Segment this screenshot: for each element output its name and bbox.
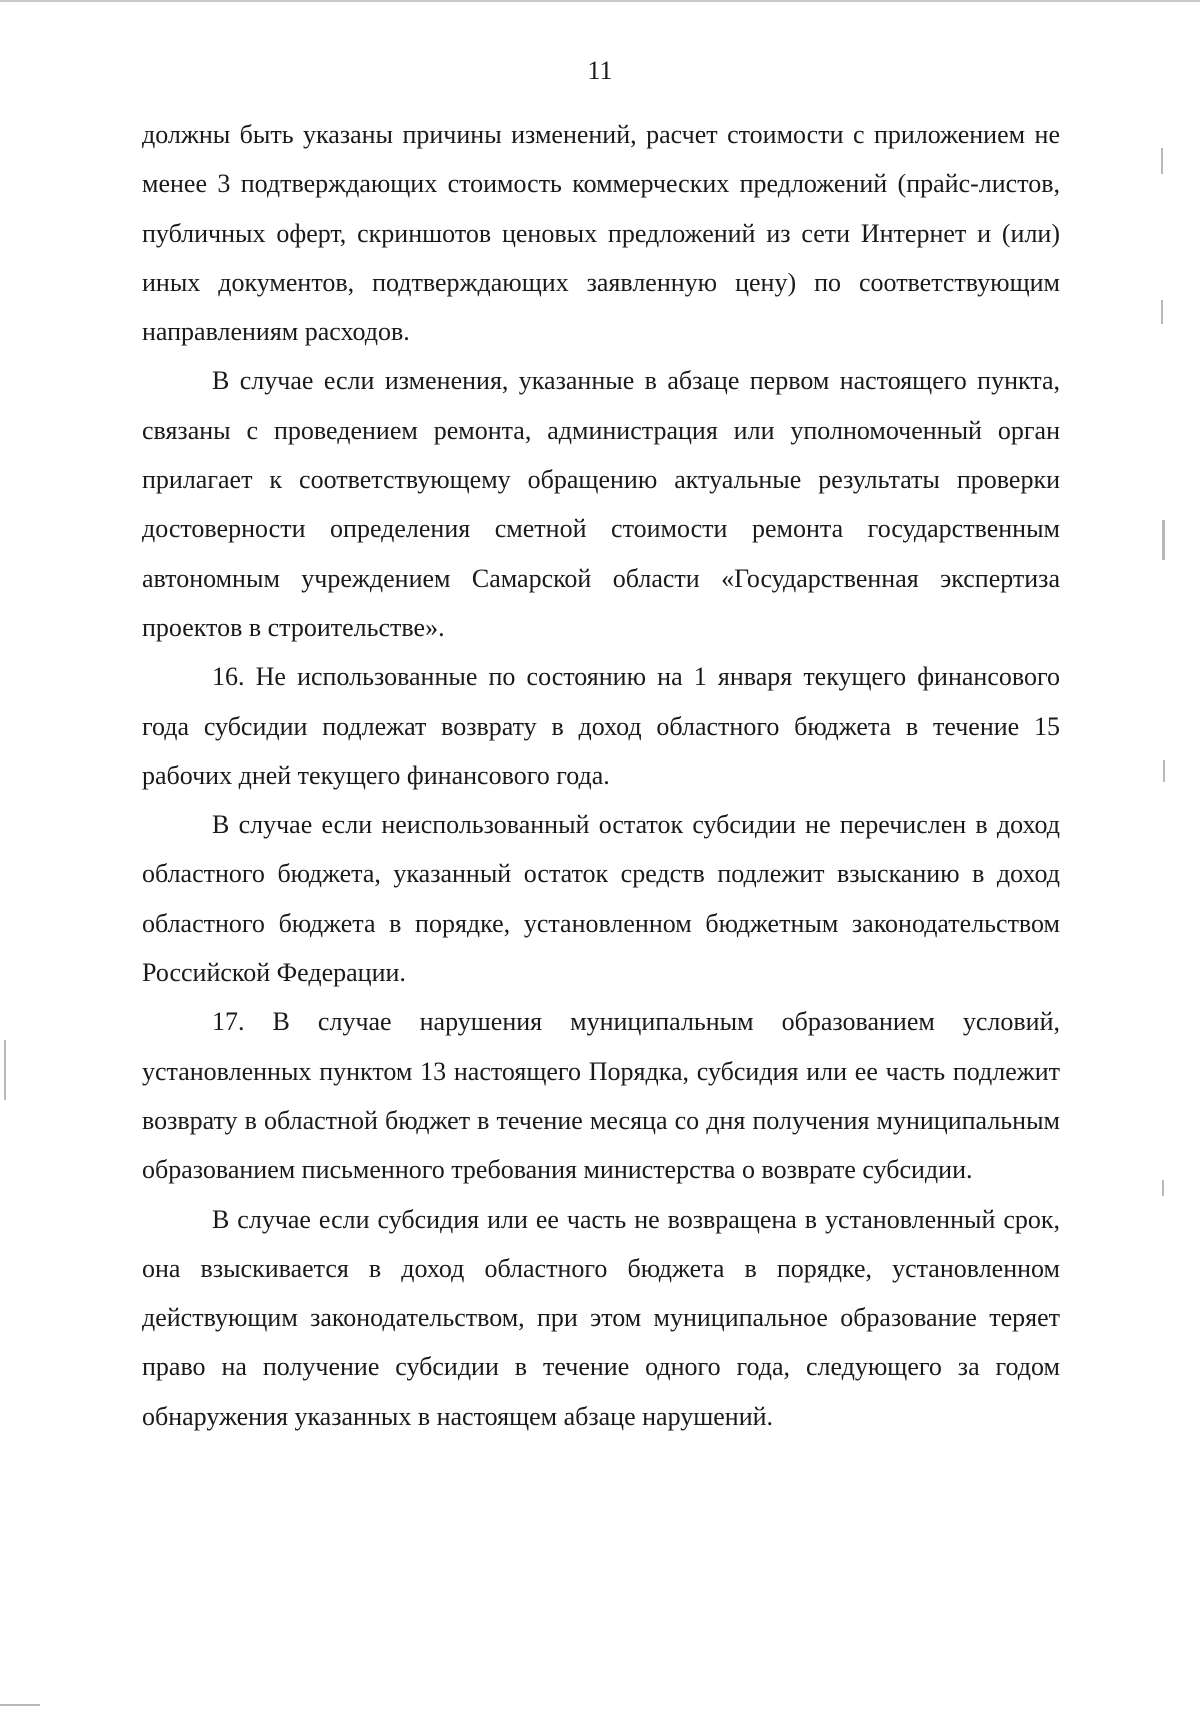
scan-artifact xyxy=(4,1040,6,1100)
document-body xyxy=(142,110,1060,1441)
paragraph-clause-17: 17. В случае нарушения муниципальным образованием условий, установленных пунктом 13 настоящего Порядка, субсидия или ее часть подлежит возврату в областной бюджет в течение месяца со дня получения муниципальным образованием письменного требования министерства о возврате субсидии. xyxy=(142,1007,1060,1185)
scan-artifact xyxy=(1161,148,1163,174)
scan-artifact xyxy=(1163,760,1165,782)
paragraph-clause-16: 16. Не использованные по состоянию на 1 января текущего финансового года субсидии подлежат возврату в доход областного бюджета в течение 15 рабочих дней текущего финансового года. xyxy=(142,662,1060,790)
paragraph-unused-balance: В случае если неиспользованный остаток субсидии не перечислен в доход областного бюджета, указанный остаток средств подлежит взысканию в доход областного бюджета в порядке, установленном бюджетным законодательством Российской Федерации. xyxy=(142,810,1060,988)
paragraph-repair-attachment: В случае если изменения, указанные в абзаце первом настоящего пункта, связаны с проведением ремонта, администрация или уполномоченный орган прилагает к соответствующему обращению актуальные результаты проверки достоверности определения сметной стоимости ремонта государственным автономным учреждением Самарской области «Государственная экспертиза проектов в строительстве». xyxy=(142,366,1060,642)
paragraph-continuation: должны быть указаны причины изменений, расчет стоимости с приложением не менее 3 подтверждающих стоимость коммерческих предложений (прайс-листов, публичных оферт, скриншотов ценовых предложений из сети Интернет и (или) иных документов, подтверждающих заявленную цену) по соответствующим направлениям расходов. xyxy=(142,120,1060,347)
scan-artifact xyxy=(1162,520,1165,560)
page-number: 11 xyxy=(587,56,613,85)
scan-artifact xyxy=(1162,1180,1164,1196)
scan-artifact xyxy=(1161,300,1163,324)
scan-artifact xyxy=(0,1704,40,1706)
paragraph-recovery: В случае если субсидия или ее часть не возвращена в установленный срок, она взыскивается в доход областного бюджета в порядке, установленном действующим законодательством, при этом муниципальное образование теряет право на получение субсидии в течение одного года, следующего за годом обнаружения указанных в настоящем абзаце нарушений. xyxy=(142,1204,1060,1431)
scan-top-edge xyxy=(0,0,1200,2)
